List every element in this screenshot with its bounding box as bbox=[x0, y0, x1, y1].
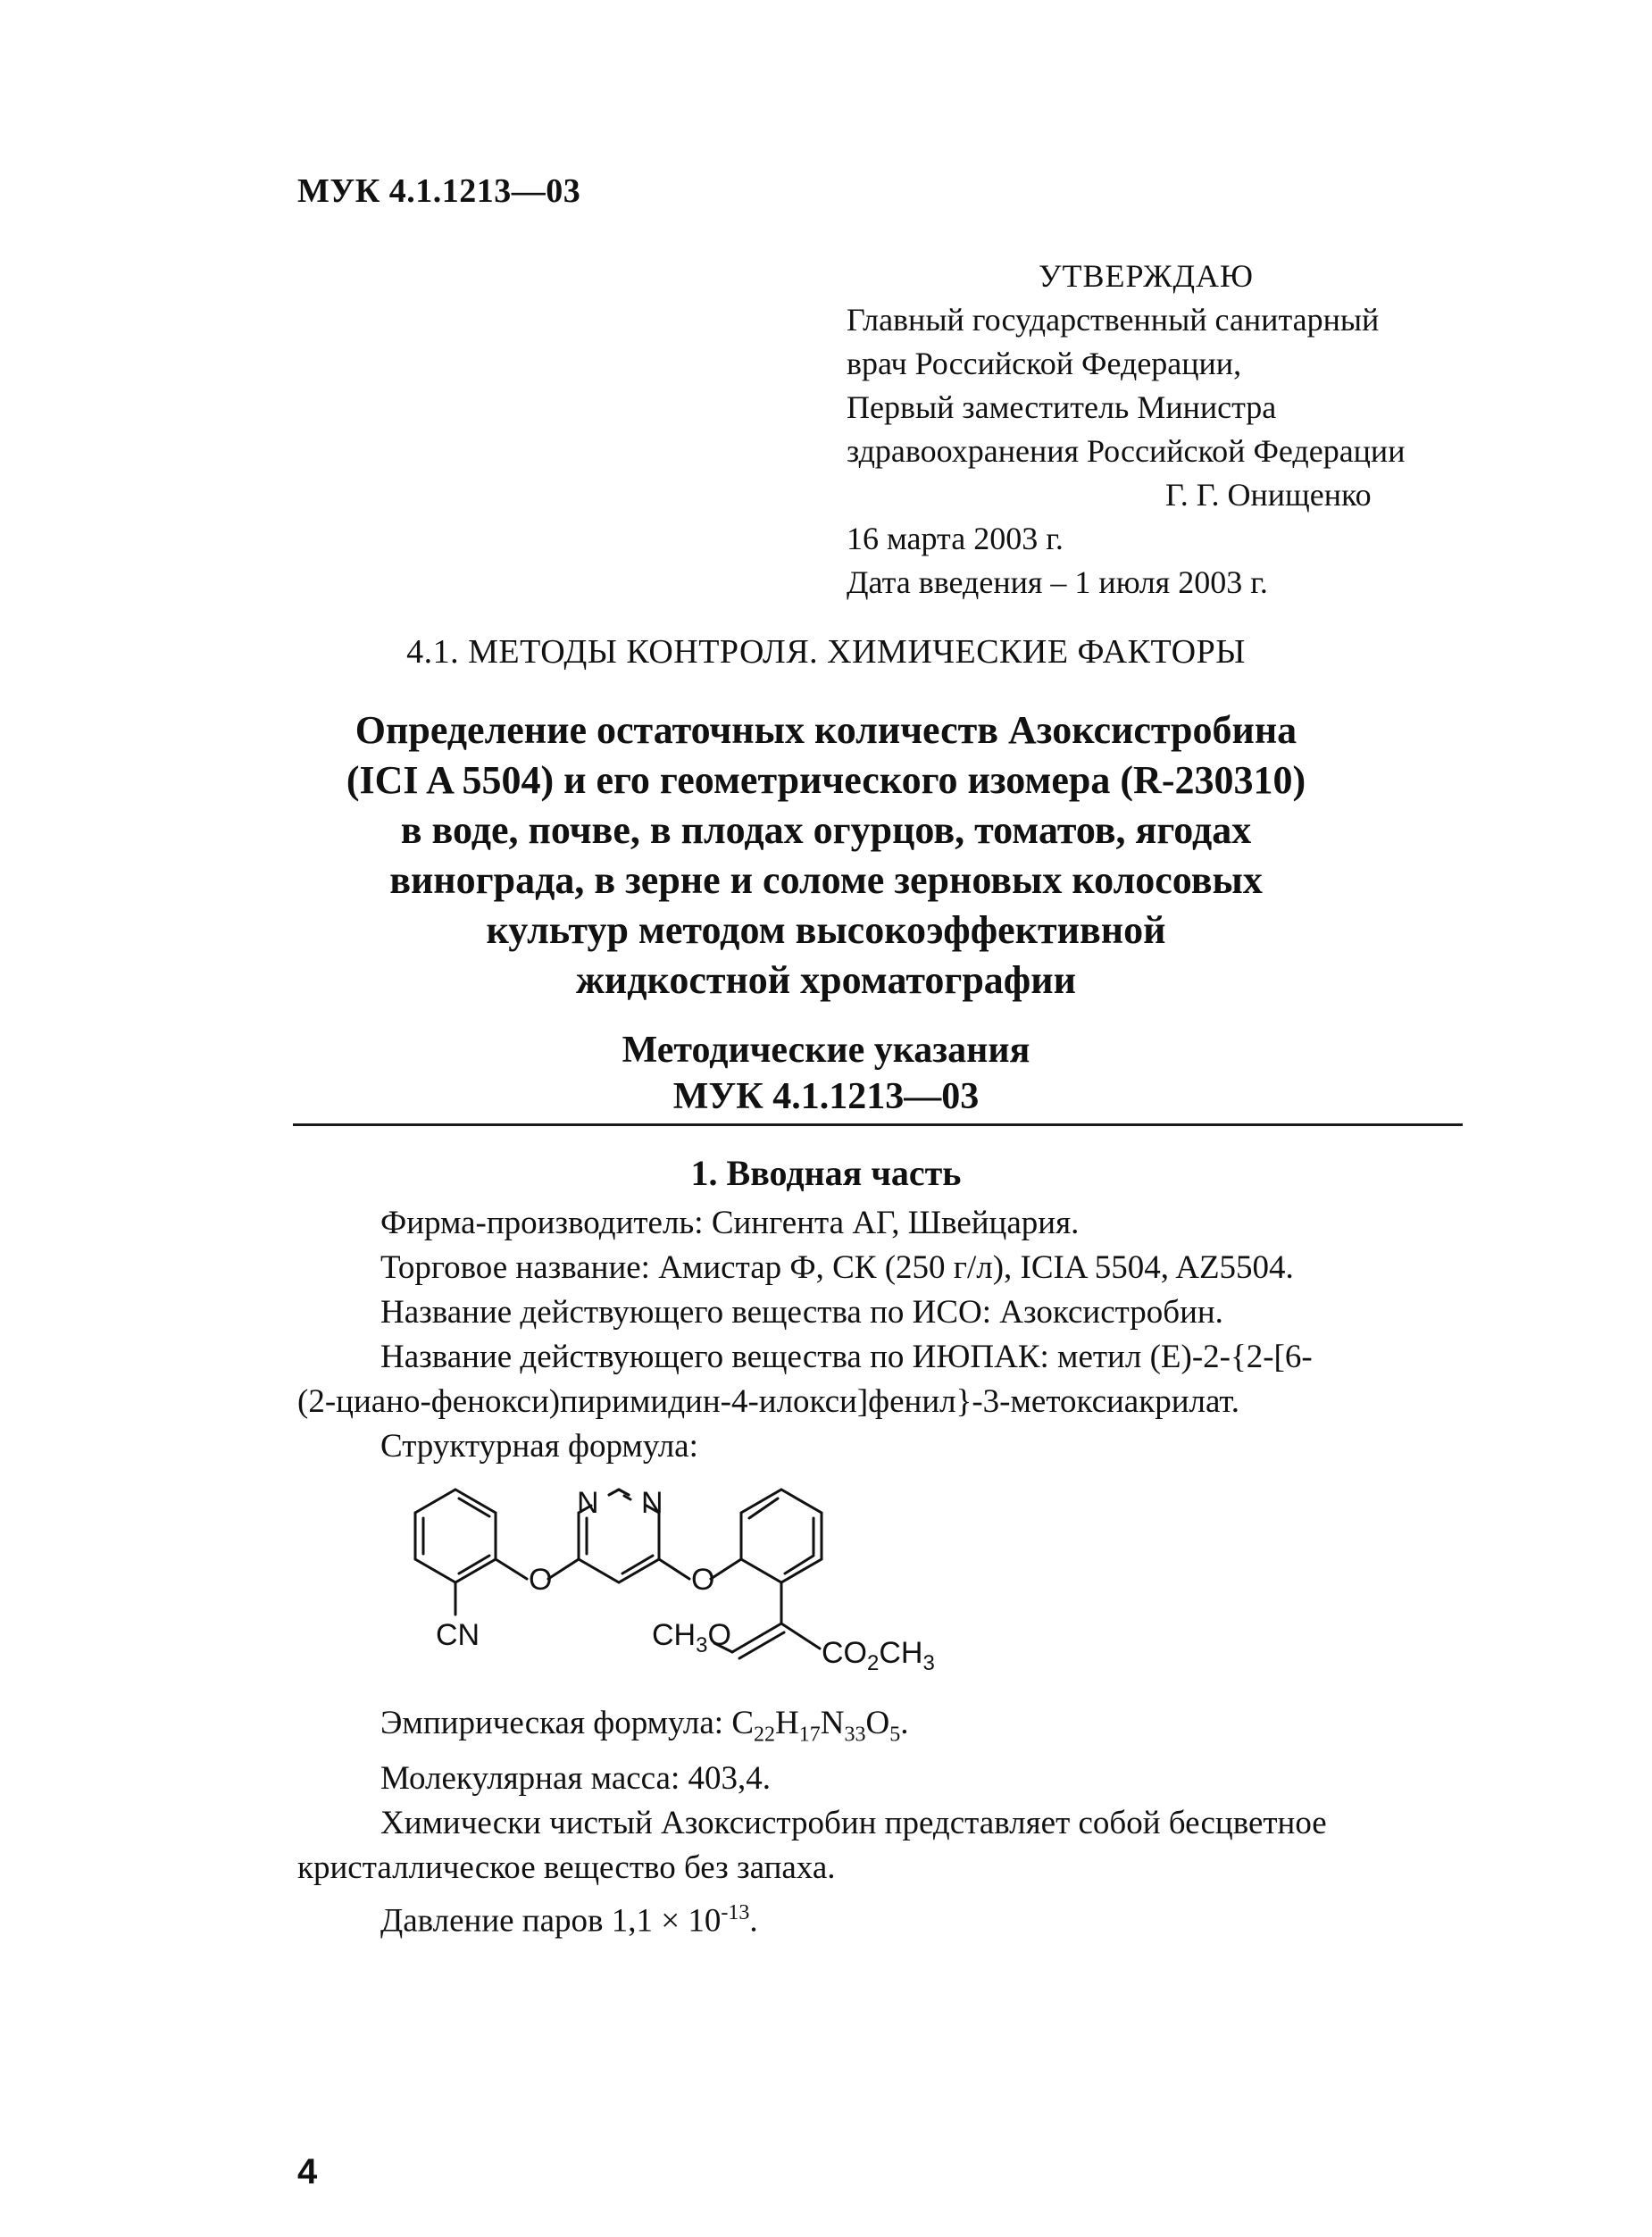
title-line: Определение остаточных количеств Азоксистробина bbox=[355, 708, 1297, 752]
title-line: культур методом высокоэффективной bbox=[486, 908, 1166, 952]
approval-line: врач Российской Федерации, bbox=[847, 346, 1242, 381]
iupac-name-line-continued: (2-циано-фенокси)пиримидин-4-илокси]фенил}-3-метоксиакрилат. bbox=[297, 1383, 1240, 1420]
intro-body bbox=[297, 1201, 1458, 1469]
manufacturer-line: Фирма-производитель: Сингента АГ, Швейцария. bbox=[380, 1205, 1080, 1241]
title-line: (ICI A 5504) и его геометрического изомера (R-230310) bbox=[346, 758, 1306, 802]
structural-formula-drawing bbox=[402, 1473, 1027, 1715]
atom-label-o: O bbox=[529, 1563, 553, 1597]
approval-line: Первый заместитель Министра bbox=[847, 389, 1277, 425]
document-title bbox=[250, 705, 1402, 1006]
methoxy-label: $CH_3O$ bbox=[652, 1618, 731, 1657]
iupac-name-line: Название действующего вещества по ИЮПАК: метил (E)-2-{2-[6- bbox=[380, 1339, 1313, 1375]
document-code: МУК 4.1.1213—03 bbox=[297, 172, 581, 210]
title-line: жидкостной хроматографии bbox=[576, 958, 1076, 1002]
ester-label: $CO_2CH_3$ bbox=[822, 1636, 935, 1675]
approval-block bbox=[847, 255, 1561, 605]
document-type bbox=[0, 1027, 1652, 1120]
atom-label-o: O bbox=[691, 1563, 715, 1597]
structural-formula-label: Структурная формула: bbox=[380, 1428, 698, 1465]
atom-label-n: N bbox=[641, 1486, 663, 1520]
empirical-formula-line: Эмпирическая формула: $C_{22}H_{17}N_{33}O_5$. bbox=[380, 1705, 909, 1747]
introduction-date: Дата введения – 1 июля 2003 г. bbox=[847, 564, 1268, 600]
intro-heading: 1. Вводная часть bbox=[690, 1153, 962, 1193]
approval-word: УТВЕРЖДАЮ bbox=[1039, 258, 1255, 294]
vapor-pressure-line: Давление паров $1,1 \times 10^{-13}$. bbox=[380, 1901, 758, 1940]
document-type-label: Методические указания bbox=[622, 1030, 1030, 1071]
approval-signer: Г. Г. Онищенко bbox=[1165, 477, 1372, 513]
atom-label-n: N bbox=[577, 1486, 599, 1520]
atom-label-cn: CN bbox=[436, 1618, 480, 1652]
molar-mass-line: Молекулярная масса: 403,4. bbox=[380, 1760, 772, 1798]
section-heading: 4.1. МЕТОДЫ КОНТРОЛЯ. ХИМИЧЕСКИЕ ФАКТОРЫ bbox=[406, 633, 1246, 671]
approval-line: Главный государственный санитарный bbox=[847, 302, 1380, 338]
title-line: в воде, почве, в плодах огурцов, томатов, ягодах bbox=[400, 808, 1252, 852]
approval-line: здравоохранения Российской Федерации bbox=[847, 433, 1406, 469]
iso-name-line: Название действующего вещества по ИСО: Азоксистробин. bbox=[380, 1294, 1223, 1331]
document-type-code: МУК 4.1.1213—03 bbox=[672, 1076, 980, 1117]
title-line: винограда, в зерне и соломе зерновых колосовых bbox=[389, 858, 1263, 902]
trade-name-line: Торговое название: Амистар Ф, СК (250 г/л), ICIA 5504, AZ5504. bbox=[380, 1249, 1294, 1286]
horizontal-rule bbox=[293, 1123, 1463, 1126]
structural-formula bbox=[402, 1473, 1027, 1715]
description-line: Химически чистый Азоксистробин представляет собой бесцветное bbox=[380, 1805, 1327, 1842]
description-line-continued: кристаллическое вещество без запаха. bbox=[297, 1849, 836, 1887]
page-number: 4 bbox=[297, 2152, 318, 2191]
benzene-ring-right bbox=[741, 1490, 822, 1582]
approval-date: 16 марта 2003 г. bbox=[847, 521, 1064, 556]
benzene-ring-left bbox=[415, 1490, 496, 1582]
properties-body bbox=[297, 1701, 1476, 1944]
